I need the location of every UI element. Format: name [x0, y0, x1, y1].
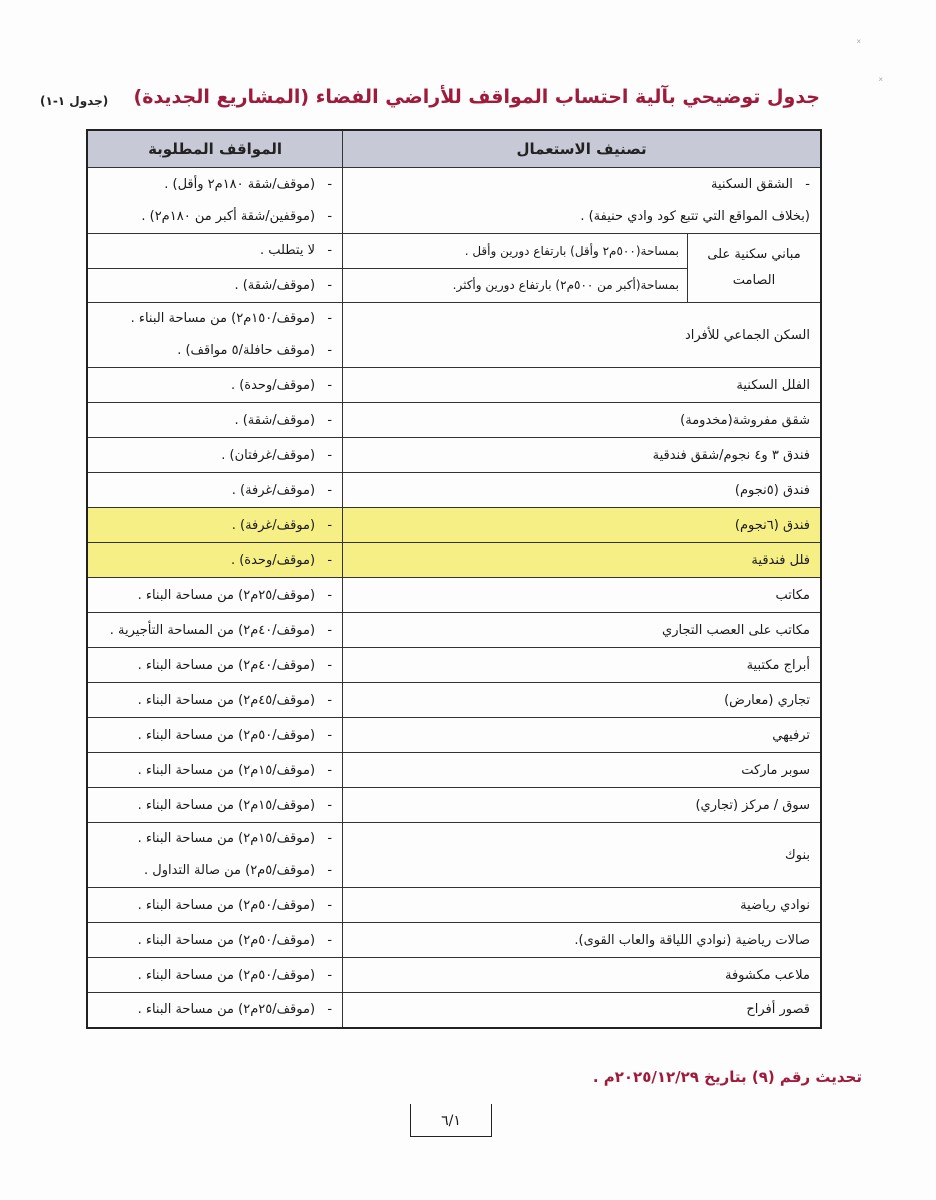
parking-text: - (موقف/٢٥م٢) من مساحة البناء . [138, 1002, 333, 1017]
parking-cell [87, 683, 343, 718]
parking-text: - (موقف/٥٠م٢) من مساحة البناء . [138, 933, 333, 948]
parking-text: - (موقف/٢٥م٢) من مساحة البناء . [138, 588, 333, 603]
residential-option: بمساحة(٥٠٠م٢ وأقل) بارتفاع دورين وأقل . [464, 243, 679, 258]
page-number: ٦/١ [410, 1104, 492, 1137]
parking-text: - (موقف/٥م٢) من صالة التداول . [98, 855, 332, 887]
parking-cell [87, 234, 343, 303]
parking-text: - (موقف/غرفتان) . [221, 448, 332, 463]
column-header-use: تصنيف الاستعمال [343, 130, 821, 168]
parking-text: - (موقف/٤٠م٢) من مساحة البناء . [138, 658, 333, 673]
table-row [87, 888, 821, 923]
table-row [87, 753, 821, 788]
parking-cell [87, 368, 343, 403]
parking-cell [87, 438, 343, 473]
use-cell: صالات رياضية (نوادي اللياقة والعاب القوى). [343, 923, 821, 958]
use-cell: السكن الجماعي للأفراد [343, 303, 821, 368]
use-cell: شقق مفروشة(مخدومة) [343, 403, 821, 438]
parking-text: - لا يتطلب . [88, 234, 342, 268]
scan-mark: ˣ [856, 36, 862, 50]
parking-cell [87, 993, 343, 1028]
parking-cell [87, 403, 343, 438]
use-cell: فندق (٥نجوم) [343, 473, 821, 508]
use-cell [343, 234, 821, 303]
parking-cell [87, 718, 343, 753]
parking-text: - (موقف/غرفة) . [232, 518, 332, 533]
use-cell [343, 168, 821, 234]
parking-cell [87, 543, 343, 578]
scan-mark: ˣ [878, 74, 884, 88]
use-cell: أبراج مكتبية [343, 648, 821, 683]
use-text: (بخلاف المواقع التي تتبع كود وادي حنيفة) . [580, 208, 810, 224]
parking-text: - (موقف/شقة) . [234, 413, 332, 428]
parking-cell [87, 508, 343, 543]
parking-text: - (موقف/١٥٠م٢) من مساحة البناء . [98, 303, 332, 335]
table-row [87, 234, 821, 303]
parking-cell [87, 888, 343, 923]
residential-label: مباني سكنية على الصامت [687, 234, 820, 302]
parking-text: - (موقف/شقة) . [88, 268, 342, 303]
table-row [87, 403, 821, 438]
parking-cell [87, 168, 343, 234]
use-cell: فندق ٣ و٤ نجوم/شقق فندقية [343, 438, 821, 473]
parking-cell [87, 788, 343, 823]
parking-cell [87, 823, 343, 888]
table-reference: (جدول ١-١) [40, 94, 109, 108]
page-title: جدول توضيحي بآلية احتساب المواقف للأراضي الفضاء (المشاريع الجديدة) [133, 86, 820, 108]
parking-text: - (موقف/غرفة) . [232, 483, 332, 498]
table-row [87, 578, 821, 613]
use-cell: بنوك [343, 823, 821, 888]
table-row [87, 303, 821, 368]
parking-text: - (موقف/٤٠م٢) من المساحة التأجيرية . [110, 623, 332, 638]
use-cell: فلل فندقية [343, 543, 821, 578]
use-cell: تجاري (معارض) [343, 683, 821, 718]
parking-cell [87, 923, 343, 958]
table-row [87, 958, 821, 993]
parking-cell [87, 753, 343, 788]
parking-text: - (موقف/٥٠م٢) من مساحة البناء . [138, 728, 333, 743]
parking-text: - (موقف/وحدة) . [231, 553, 332, 568]
parking-text: - (موقف/١٥م٢) من مساحة البناء . [138, 763, 333, 778]
table-row [87, 648, 821, 683]
use-cell: سوبر ماركت [343, 753, 821, 788]
table-row [87, 473, 821, 508]
parking-text: - (موقفين/شقة أكبر من ١٨٠م٢) . [98, 201, 332, 233]
parking-cell [87, 648, 343, 683]
table-row [87, 508, 821, 543]
table-row [87, 613, 821, 648]
parking-text: - (موقف/وحدة) . [231, 378, 332, 393]
title-row [40, 86, 820, 120]
parking-text: - (موقف/٥٠م٢) من مساحة البناء . [138, 968, 333, 983]
use-cell: سوق / مركز (تجاري) [343, 788, 821, 823]
parking-text: - (موقف/٤٥م٢) من مساحة البناء . [138, 693, 333, 708]
parking-cell [87, 473, 343, 508]
table-row [87, 438, 821, 473]
parking-text: - (موقف/٥٠م٢) من مساحة البناء . [138, 898, 333, 913]
parking-cell [87, 303, 343, 368]
table-row [87, 168, 821, 234]
update-note: تحديث رقم (٩) بتاريخ ٢٠٢٥/١٢/٢٩م . [592, 1068, 862, 1086]
parking-text: - (موقف/شقة ١٨٠م٢ وأقل) . [98, 169, 332, 201]
table-row [87, 923, 821, 958]
parking-cell [87, 958, 343, 993]
table-row [87, 543, 821, 578]
parking-text: - (موقف/١٥م٢) من مساحة البناء . [98, 823, 332, 855]
use-cell: فندق (٦نجوم) [343, 508, 821, 543]
table-row [87, 823, 821, 888]
residential-option: بمساحة(أكبر من ٥٠٠م٢) بارتفاع دورين وأكثر. [343, 268, 687, 303]
parking-text: - (موقف حافلة/٥ مواقف) . [98, 335, 332, 367]
use-cell: الفلل السكنية [343, 368, 821, 403]
table-row [87, 993, 821, 1028]
table-row [87, 718, 821, 753]
column-header-parking: المواقف المطلوبة [87, 130, 343, 168]
parking-cell [87, 613, 343, 648]
parking-table [86, 129, 822, 1029]
use-cell: ترفيهي [343, 718, 821, 753]
use-cell: مكاتب على العصب التجاري [343, 613, 821, 648]
table-row [87, 788, 821, 823]
parking-text: - (موقف/١٥م٢) من مساحة البناء . [138, 798, 333, 813]
table-row [87, 368, 821, 403]
parking-cell [87, 578, 343, 613]
use-cell: ملاعب مكشوفة [343, 958, 821, 993]
use-cell: مكاتب [343, 578, 821, 613]
table-header-row [87, 130, 821, 168]
table-row [87, 683, 821, 718]
use-cell: قصور أفراح [343, 993, 821, 1028]
use-text: - الشقق السكنية [353, 169, 810, 201]
use-cell: نوادي رياضية [343, 888, 821, 923]
